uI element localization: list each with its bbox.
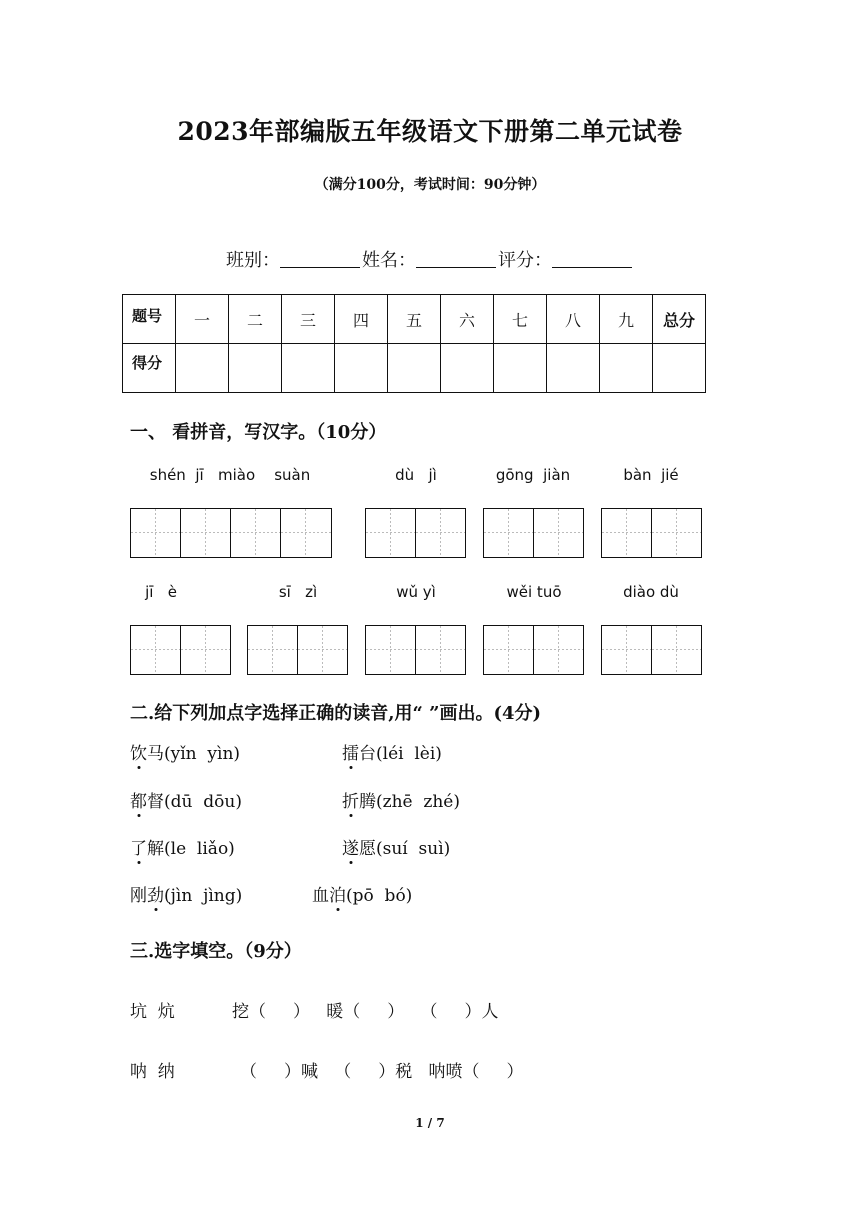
item-text: 腾(zhē zhé): [359, 792, 461, 812]
dotted-char: 劲: [147, 881, 164, 906]
page-title: 2023年部编版五年级语文下册第二单元试卷: [177, 117, 683, 146]
item-text: (jìn jìng): [164, 886, 243, 906]
item-text: 愿(suí suì): [359, 839, 451, 859]
reading-item: [130, 881, 242, 906]
column-header: 五: [388, 295, 441, 344]
fill-blank-line[interactable]: 挖（ ） 暖（ ） （ ）人: [232, 1002, 499, 1022]
writing-grid-2[interactable]: [247, 625, 348, 675]
score-table-header-row: [123, 295, 706, 344]
writing-grid-2[interactable]: [601, 508, 702, 558]
column-header: 四: [335, 295, 388, 344]
reading-item: [342, 739, 442, 764]
writing-cell[interactable]: [534, 509, 584, 557]
pinyin-label: dù jì: [395, 466, 437, 484]
exam-subtitle: （满分100分，考试时间：90分钟）: [314, 177, 546, 193]
column-header: 一: [176, 295, 229, 344]
score-cell[interactable]: [335, 344, 388, 393]
pinyin-label: shén jī miào suàn: [149, 466, 311, 484]
dotted-char: 了: [130, 834, 147, 859]
dotted-char: 饮: [130, 739, 147, 764]
score-cell[interactable]: [494, 344, 547, 393]
item-text: (pō bó): [346, 886, 413, 906]
writing-cell[interactable]: [131, 626, 181, 674]
pinyin-label: jī è: [145, 583, 177, 601]
pinyin-label: bàn jié: [623, 466, 679, 484]
student-info-line: [0, 246, 860, 272]
writing-grid-4[interactable]: [130, 508, 332, 558]
name-label: 姓名：: [362, 250, 416, 271]
item-text: 解(le liǎo): [147, 839, 235, 859]
writing-cell[interactable]: [602, 626, 652, 674]
writing-cell[interactable]: [534, 626, 584, 674]
item-text: 督(dū dōu): [147, 792, 242, 812]
row-label: 得分: [123, 344, 176, 393]
score-label: 评分：: [498, 250, 552, 271]
writing-cell[interactable]: [131, 509, 181, 557]
name-blank[interactable]: [416, 249, 496, 268]
writing-grid-2[interactable]: [601, 625, 702, 675]
writing-grid-2[interactable]: [483, 625, 584, 675]
writing-cell[interactable]: [366, 509, 416, 557]
section2-heading: 二.给下列加点字选择正确的读音,用“ ”画出。(4分): [130, 703, 542, 724]
dotted-char: 遂: [342, 834, 359, 859]
writing-cell[interactable]: [652, 626, 702, 674]
score-cell[interactable]: [388, 344, 441, 393]
writing-cell[interactable]: [416, 626, 466, 674]
writing-grid-2[interactable]: [365, 625, 466, 675]
writing-cell[interactable]: [281, 509, 331, 557]
writing-cell[interactable]: [181, 509, 231, 557]
score-cell[interactable]: [441, 344, 494, 393]
choice-chars: 坑 炕: [130, 1002, 175, 1022]
reading-item: [130, 787, 242, 812]
score-cell[interactable]: [600, 344, 653, 393]
column-header: 六: [441, 295, 494, 344]
reading-item: [130, 739, 240, 764]
pinyin-label: sī zì: [278, 583, 318, 601]
score-cell-total[interactable]: [653, 344, 706, 393]
fill-blank-line[interactable]: （ ）喊 （ ）税 呐喷（ ）: [240, 1062, 524, 1082]
score-cell[interactable]: [229, 344, 282, 393]
dotted-char: 泊: [329, 881, 346, 906]
writing-cell[interactable]: [484, 626, 534, 674]
section3-heading: 三.选字填空。（9分）: [130, 941, 302, 962]
writing-cell[interactable]: [181, 626, 231, 674]
class-blank[interactable]: [280, 249, 360, 268]
item-text: 马(yǐn yìn): [147, 744, 241, 764]
writing-cell[interactable]: [602, 509, 652, 557]
reading-item: [312, 881, 412, 906]
choice-chars: 呐 纳: [130, 1062, 175, 1082]
score-cell[interactable]: [282, 344, 335, 393]
column-header: 八: [547, 295, 600, 344]
dotted-char: 擂: [342, 739, 359, 764]
writing-grid-2[interactable]: [130, 625, 231, 675]
dotted-char: 折: [342, 787, 359, 812]
class-label: 班别：: [226, 250, 280, 271]
column-header: 九: [600, 295, 653, 344]
writing-cell[interactable]: [652, 509, 702, 557]
dotted-char: 都: [130, 787, 147, 812]
writing-grid-2[interactable]: [483, 508, 584, 558]
section1-heading: 一、 看拼音，写汉字。（10分）: [130, 422, 387, 443]
score-cell[interactable]: [176, 344, 229, 393]
writing-cell[interactable]: [366, 626, 416, 674]
score-table-score-row: [123, 344, 706, 393]
item-prefix: 刚: [130, 886, 147, 906]
item-prefix: 血: [312, 886, 329, 906]
item-text: 台(léi lèi): [359, 744, 442, 764]
column-header: 三: [282, 295, 335, 344]
header-label: 题号: [123, 295, 176, 344]
score-blank[interactable]: [552, 249, 632, 268]
reading-item: [130, 834, 235, 859]
writing-cell[interactable]: [416, 509, 466, 557]
score-cell[interactable]: [547, 344, 600, 393]
writing-cell[interactable]: [248, 626, 298, 674]
column-header-total: 总分: [653, 295, 706, 344]
writing-cell[interactable]: [231, 509, 281, 557]
pinyin-label: gōng jiàn: [495, 466, 571, 484]
reading-item: [342, 787, 460, 812]
column-header: 七: [494, 295, 547, 344]
column-header: 二: [229, 295, 282, 344]
pinyin-label: wǔ yì: [396, 583, 436, 601]
writing-grid-2[interactable]: [365, 508, 466, 558]
score-table: [122, 294, 706, 393]
reading-item: [342, 834, 450, 859]
writing-cell[interactable]: [484, 509, 534, 557]
writing-cell[interactable]: [298, 626, 348, 674]
pinyin-label: diào dù: [623, 583, 679, 601]
page-number: 1 / 7: [415, 1116, 445, 1130]
pinyin-label: wěi tuō: [506, 583, 562, 601]
